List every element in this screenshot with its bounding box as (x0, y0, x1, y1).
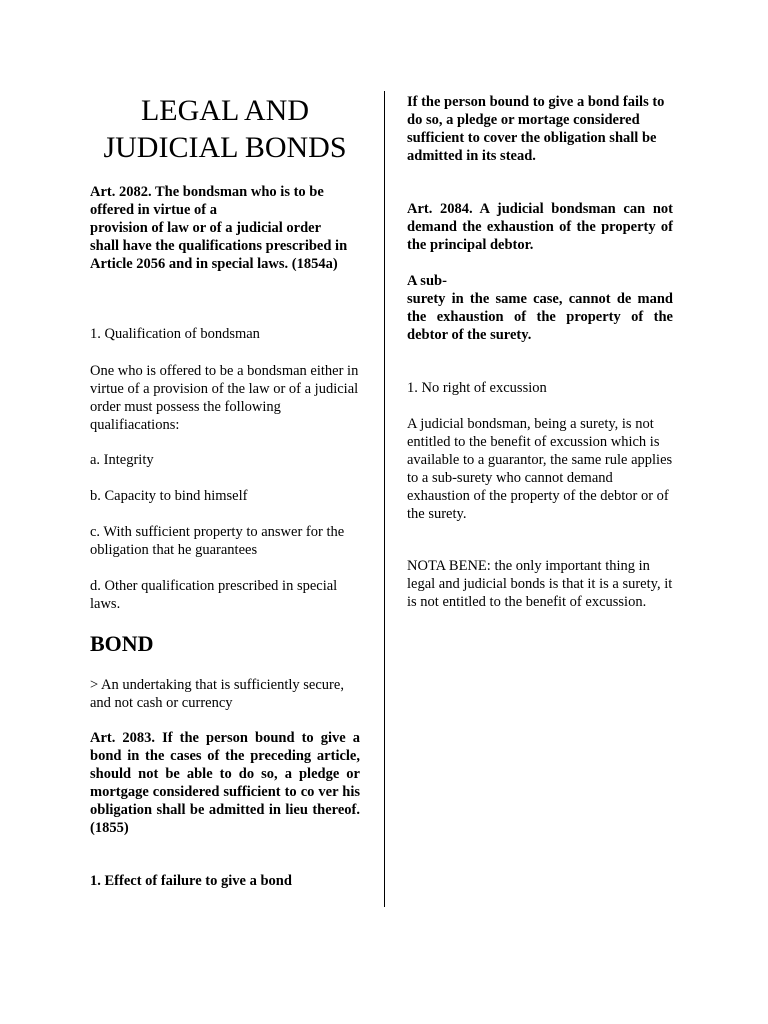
document-title: LEGAL AND JUDICIAL BONDS (103, 94, 347, 164)
qualification-item-d: d. Other qualification prescribed in special laws. (90, 578, 338, 612)
qualification-text: One who is offered to be a bondsman either in virtue of a provision of the law or of a judicial order must possess the following qualifiacations: (90, 363, 359, 433)
nota-bene: NOTA BENE: the only important thing in legal and judicial bonds is that it is a surety, it is not entitled to the benefit of excussion. (407, 558, 673, 610)
effect-heading: 1. Effect of failure to give a bond (90, 873, 292, 889)
article-2082: Art. 2082. The bondsman who is to be offered in virtue of a provision of law or of a judicial order shall have the qualifications prescribed in Article 2056 and in special laws. (1854a) (90, 184, 348, 272)
column-divider (384, 91, 385, 907)
qualification-item-c: c. With sufficient property to answer for the obligation that he guarantees (90, 524, 345, 558)
article-2083: Art. 2083. If the person bound to give a bond in the cases of the preceding article, should not be able to do so, a pledge or mortgage considered sufficient to co ver his obligation shall be admitted in lieu thereof. (1855) (90, 730, 360, 836)
bond-definition: > An undertaking that is sufficiently secure, and not cash or currency (90, 677, 344, 711)
article-2084: Art. 2084. A judicial bondsman can not demand the exhaustion of the property of the principal debtor. (407, 201, 673, 253)
bond-heading: BOND (90, 631, 154, 656)
qualification-item-a: a. Integrity (90, 452, 154, 468)
failure-text: If the person bound to give a bond fails to do so, a pledge or mortage considered sufficient to cover the obligation shall be admitted in its stead. (407, 94, 665, 164)
excussion-text: A judicial bondsman, being a surety, is not entitled to the benefit of excussion which is available to a guarantor, the same rule applies to a sub-surety who cannot demand exhaustion of the property of the debtor or of the surety. (407, 416, 673, 522)
excussion-heading: 1. No right of excussion (407, 380, 547, 396)
qualification-item-b: b. Capacity to bind himself (90, 488, 248, 504)
sub-surety-text: A sub- surety in the same case, cannot de mand the exhaustion of the property of the debtor of the surety. (407, 273, 673, 343)
qualification-heading: 1. Qualification of bondsman (90, 326, 260, 342)
